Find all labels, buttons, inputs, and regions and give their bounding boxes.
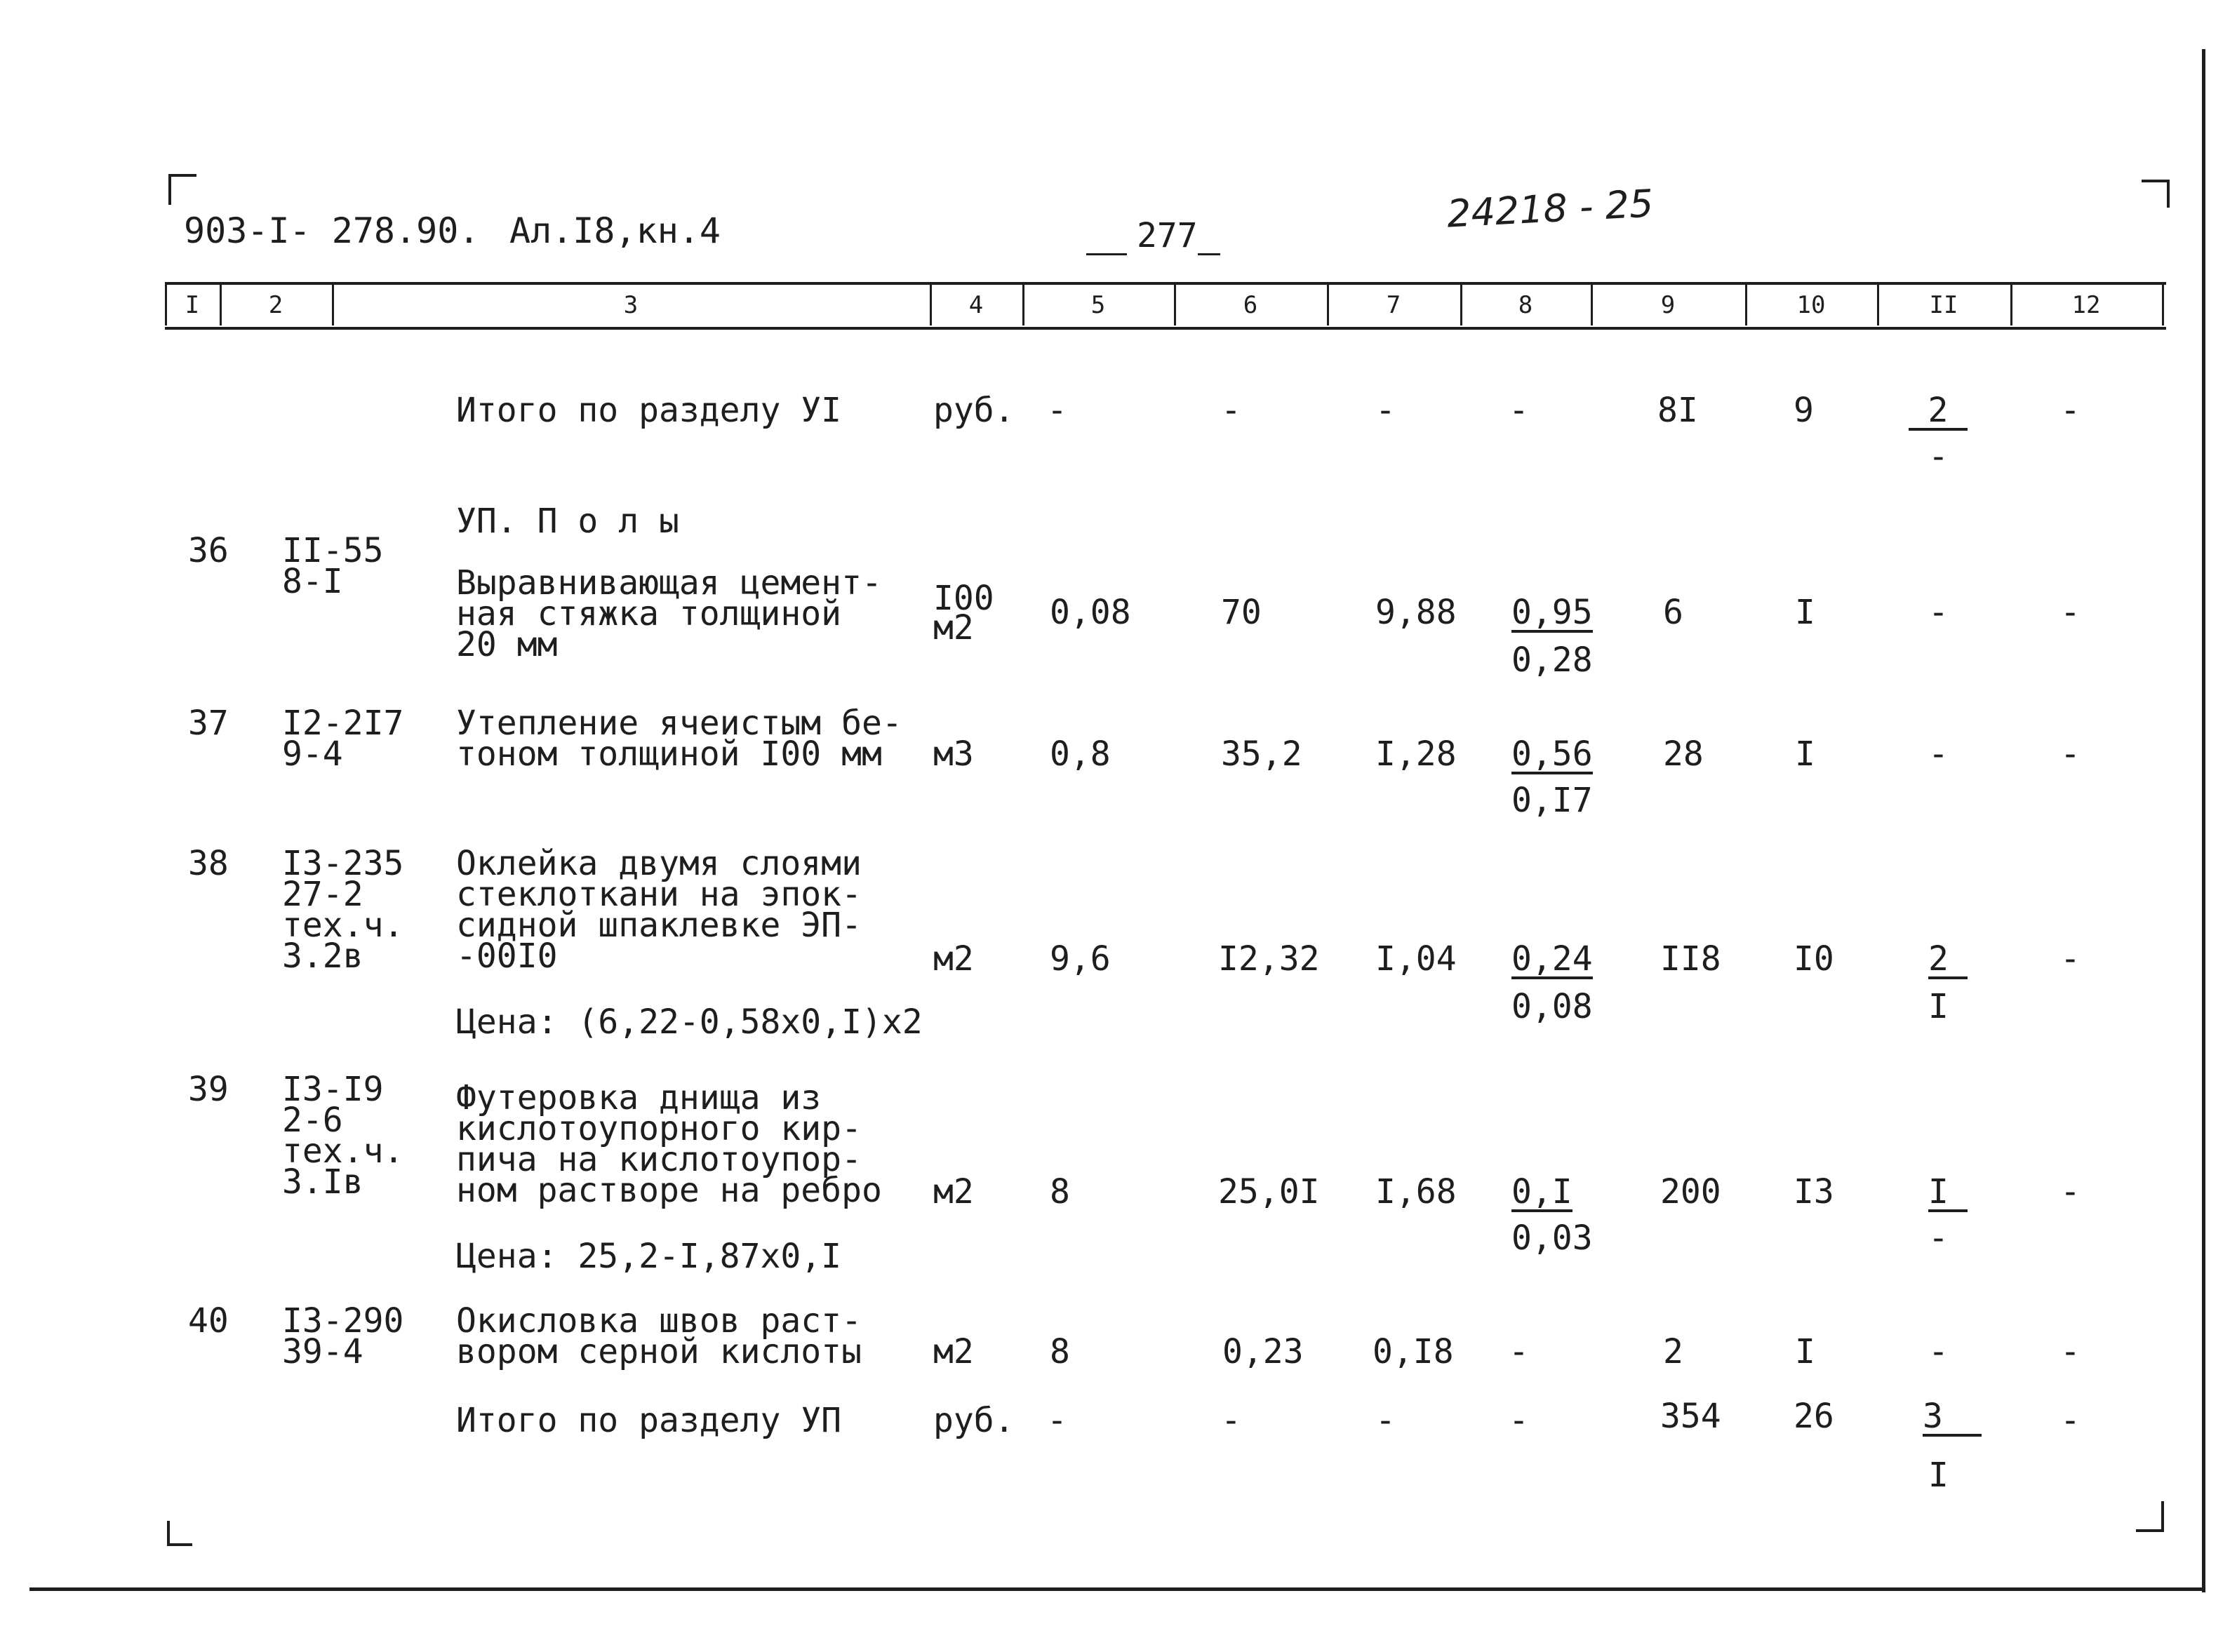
cell-c9: 2 (1663, 1332, 1683, 1371)
cell-c11-bottom: - (1928, 437, 1949, 476)
row-number: 38 (188, 844, 229, 883)
cell-c10: 9 (1794, 391, 1814, 430)
cell-c5: 8 (1050, 1172, 1070, 1211)
cell-c10: I3 (1794, 1172, 1834, 1211)
cell-c5: - (1047, 1401, 1067, 1440)
cell-c5: 0,08 (1050, 593, 1131, 632)
row-code-line: 3.2в (282, 936, 363, 976)
cell-c5: 0,8 (1050, 734, 1111, 774)
column-number-5: 5 (1090, 291, 1106, 319)
cell-c11-top: 2 (1928, 943, 1968, 979)
row-number: 40 (188, 1301, 229, 1341)
cell-c10: I (1795, 593, 1815, 632)
cell-c9: 8I (1657, 391, 1698, 430)
bottom-border-line (29, 1587, 2205, 1591)
cell-c10: I (1795, 734, 1815, 774)
column-number-12: 12 (2071, 291, 2101, 319)
row-unit-line: м2 (933, 1172, 974, 1211)
column-number-8: 8 (1518, 291, 1533, 319)
row-code-line: 39-4 (282, 1332, 363, 1371)
row-code-line: II-55 (282, 531, 384, 570)
cell-c11-top: 3 (1923, 1400, 1982, 1437)
row-unit-line: м2 (933, 1332, 974, 1371)
cell-c8-bottom: 0,I7 (1511, 781, 1593, 820)
cell-c12: - (2060, 939, 2081, 979)
column-header-strip (165, 282, 2166, 330)
total-label: Итого по разделу УI (456, 391, 842, 430)
cell-c12: - (2060, 1332, 2081, 1371)
cell-c10: I (1795, 1332, 1815, 1371)
row-desc-line: вором серной кислоты (456, 1332, 862, 1371)
cell-c11-bottom: - (1928, 1218, 1949, 1258)
corner-mark-bottom-left-h (167, 1543, 192, 1546)
corner-mark-bottom-right-h (2136, 1529, 2164, 1532)
column-number-1: I (185, 291, 200, 319)
total-label: Итого по разделу УП (456, 1401, 842, 1440)
row-code-line: I2-2I7 (282, 704, 404, 743)
row-number: 39 (188, 1070, 229, 1109)
cell-c10: 26 (1794, 1397, 1834, 1436)
corner-mark-top-left-v (168, 174, 171, 205)
row-desc-line: -00I0 (456, 936, 558, 976)
cell-c8: - (1509, 391, 1529, 430)
row-unit-line: м2 (933, 939, 974, 979)
cell-c7: I,28 (1375, 734, 1457, 774)
cell-c11: - (1928, 734, 1949, 774)
cell-c7: - (1375, 1401, 1396, 1440)
total-unit: руб. (933, 1401, 1015, 1440)
cell-c6: 0,23 (1222, 1332, 1304, 1371)
cell-c9: 28 (1663, 734, 1704, 774)
cell-c7: 9,88 (1375, 593, 1457, 632)
cell-c8-bottom: 0,08 (1511, 987, 1593, 1026)
cell-c6: 35,2 (1221, 734, 1302, 774)
page-number (1086, 216, 1220, 255)
row-desc-line: пича на кислотоупор- (456, 1140, 862, 1179)
row-desc-line: ная стяжка толщиной (456, 594, 842, 633)
cell-c9: 6 (1663, 593, 1683, 632)
cell-c6: 25,0I (1218, 1172, 1320, 1211)
album-ref: Ал.I8,кн.4 (509, 210, 721, 251)
corner-mark-top-right (2142, 180, 2170, 182)
cell-c11-bottom: I (1928, 1456, 1949, 1495)
row-desc-line: Окисловка швов раст- (456, 1301, 862, 1341)
row-code-line: 2-6 (282, 1101, 343, 1140)
cell-c12: - (2060, 391, 2081, 430)
cell-c5: - (1047, 391, 1067, 430)
cell-c12: - (2060, 1401, 2081, 1440)
total-unit: руб. (933, 391, 1015, 430)
cell-c8-bottom: 0,28 (1511, 640, 1593, 680)
cell-c8-top: 0,24 (1511, 939, 1593, 979)
cell-c12: - (2060, 734, 2081, 774)
row-desc-line: ном растворе на ребро (456, 1171, 882, 1210)
row-unit-line: м2 (933, 608, 974, 647)
column-number-7: 7 (1386, 291, 1401, 319)
cell-c7: I,04 (1375, 939, 1457, 979)
column-number-6: 6 (1243, 291, 1258, 319)
row-code-line: I3-290 (282, 1301, 404, 1341)
row-number: 36 (188, 531, 229, 570)
cell-c5: 9,6 (1050, 939, 1111, 979)
cell-c9: II8 (1660, 939, 1721, 979)
cell-c11: - (1928, 1332, 1949, 1371)
cell-c8: - (1509, 1332, 1529, 1371)
row-desc-line: Футеровка днища из (456, 1078, 822, 1117)
doc-code: 903-I- 278.90. (184, 210, 480, 251)
row-desc-line: Выравнивающая цемент- (456, 563, 882, 603)
section7-title: УП. П о л ы (456, 502, 679, 541)
cell-c8-top: 0,95 (1511, 593, 1593, 632)
cell-c11-top: 2 (1909, 394, 1968, 431)
row-desc-line: стеклоткани на эпок- (456, 875, 862, 914)
row-code-line: 3.Iв (282, 1162, 363, 1202)
cell-c6: I2,32 (1218, 939, 1320, 979)
page-number-text: 277 (1137, 216, 1198, 255)
row-unit-line: I00 (933, 579, 994, 618)
row-code-line: тех.ч. (282, 1131, 404, 1171)
row-unit-line: м3 (933, 734, 974, 774)
column-number-10: 10 (1796, 291, 1826, 319)
row-code-line: 9-4 (282, 734, 343, 774)
cell-c11: - (1928, 593, 1949, 632)
corner-mark-bottom-left (167, 1521, 170, 1546)
cell-c8: - (1509, 1401, 1529, 1440)
cell-c11-top: I (1928, 1176, 1968, 1212)
column-number-4: 4 (968, 291, 984, 319)
row-code-line: I3-235 (282, 844, 404, 883)
cell-c10: I0 (1794, 939, 1834, 979)
row-desc-line: 20 мм (456, 625, 558, 664)
column-number-2: 2 (268, 291, 283, 319)
row-price: Цена: (6,22-0,58х0,I)х2 (456, 1002, 923, 1042)
column-number-11: II (1929, 291, 1958, 319)
cell-c6: 70 (1221, 593, 1262, 632)
row-price: Цена: 25,2-I,87х0,I (456, 1237, 842, 1276)
corner-mark-top-right-v (2167, 180, 2170, 208)
row-number: 37 (188, 704, 229, 743)
cell-c12: - (2060, 593, 2081, 632)
row-desc-line: Утепление ячеистым бе- (456, 704, 902, 743)
column-number-9: 9 (1660, 291, 1676, 319)
row-desc-line: кислотоупорного кир- (456, 1109, 862, 1148)
cell-c11-bottom: I (1928, 987, 1949, 1026)
cell-c6: - (1221, 1401, 1241, 1440)
cell-c8-top: 0,56 (1511, 734, 1593, 774)
row-code-line: 8-I (282, 562, 343, 601)
row-code-line: 27-2 (282, 875, 363, 914)
cell-c8-top: 0,I (1511, 1172, 1572, 1211)
row-code-line: тех.ч. (282, 906, 404, 945)
row-desc-line: Оклейка двумя слоями (456, 844, 862, 883)
cell-c6: - (1221, 391, 1241, 430)
row-desc-line: тоном толщиной I00 мм (456, 734, 882, 774)
cell-c8-bottom: 0,03 (1511, 1218, 1593, 1258)
cell-c7: 0,I8 (1373, 1332, 1454, 1371)
cell-c12: - (2060, 1172, 2081, 1211)
cell-c7: - (1375, 391, 1396, 430)
cell-c9: 354 (1660, 1397, 1721, 1436)
corner-mark-bottom-right (2161, 1501, 2164, 1532)
cell-c7: I,68 (1375, 1172, 1457, 1211)
row-code-line: I3-I9 (282, 1070, 384, 1109)
handwritten-reference: 24218 - 25 (1445, 181, 1655, 236)
corner-mark-top-left (168, 174, 196, 177)
cell-c9: 200 (1660, 1172, 1721, 1211)
column-number-3: 3 (623, 291, 639, 319)
cell-c5: 8 (1050, 1332, 1070, 1371)
right-border-line (2202, 49, 2205, 1592)
row-desc-line: сидной шпаклевке ЭП- (456, 906, 862, 945)
